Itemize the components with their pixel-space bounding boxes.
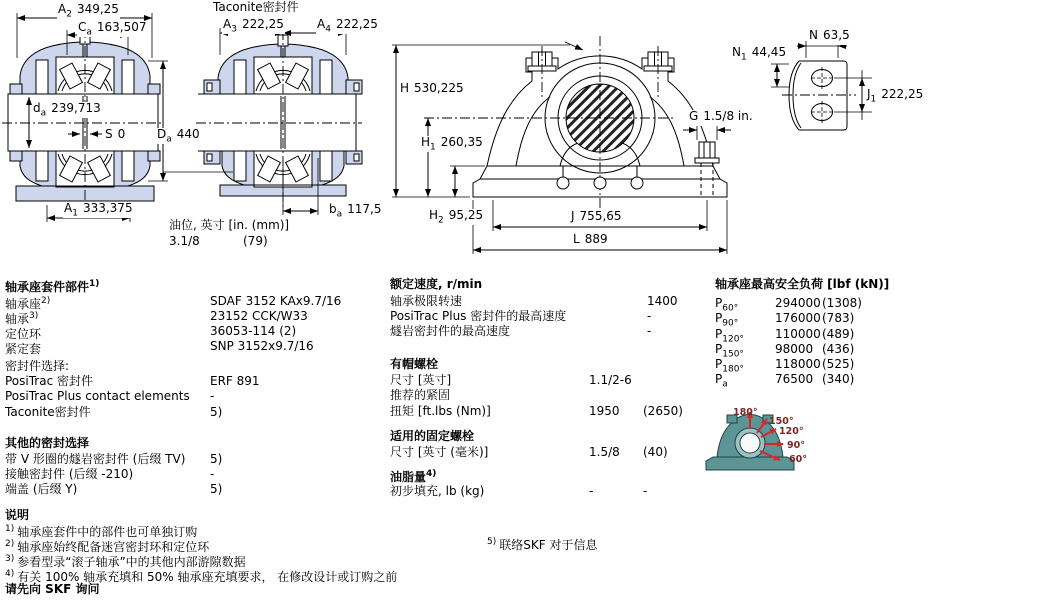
section-view-taconite-seals [163, 28, 362, 215]
speed-row: 轴承极限转速 1400 [390, 294, 678, 308]
dim-L: L 889 [572, 233, 609, 249]
dim-ba: $b_a$ 117,5 [329, 202, 382, 220]
oil-level-label: 油位, 英寸 [in. (mm)] [169, 218, 290, 232]
grease-title: 油脂量$^{4)}$ [390, 469, 437, 484]
load-row: $P_{90^\circ}$ 176000 (783) [715, 311, 855, 329]
cap-bolt-rec-row: 推荐的紧固 [390, 388, 451, 402]
other-seal-row: 端盖 (后缀 Y) 5) [5, 482, 223, 496]
dim-H1: $H_1$ 260,35 [421, 135, 483, 153]
grease-fill-row: 初步填充, lb (kg) - - [390, 484, 648, 498]
other-seal-row: 接触密封件 (后缀 -210) - [5, 467, 215, 481]
fix-bolt-size-row: 尺寸 [英寸 (毫米)] 1.5/8 (40) [390, 445, 668, 459]
angle-label-150: 150° [769, 416, 794, 427]
cap-bolts-title: 有帽螺栓 [390, 357, 439, 371]
speed-row: 燧岩密封件的最高速度 - [390, 324, 652, 338]
angle-label-180: 180° [733, 407, 758, 418]
dim-Da: $D_a$ 440 [157, 127, 200, 145]
dim-N1: $N_1$ 44,45 [732, 45, 787, 63]
note-item: $^{4)}$ 有关 100% 轴承充填和 50% 轴承座充填要求， 在修改设计或订购之前 [5, 569, 398, 584]
speeds-title: 额定速度, r/min [390, 277, 483, 291]
dim-N: N 63,5 [808, 29, 851, 45]
seal-row: Taconite密封件 5) [5, 405, 223, 419]
seal-row: PosiTrac Plus contact elements - [5, 389, 215, 403]
dim-a3: $A_3$ 222,25 [223, 17, 284, 35]
other-seal-row: 带 V 形圈的燧岩密封件 (后缀 TV) 5) [5, 452, 223, 466]
dim-s: S 0 [104, 128, 126, 144]
notes-title: 说明 [5, 508, 30, 522]
load-row: $P_{150^\circ}$ 98000 (436) [715, 342, 855, 360]
note-item: $^{3)}$ 参看型录“滚子轴承”中的其他内部游隙数据 [5, 554, 246, 569]
dim-H2: $H_2$ 95,25 [429, 208, 484, 226]
cap-bolt-torque-row: 扭矩 [ft.lbs (Nm)] 1950 (2650) [390, 404, 683, 418]
taconite-view-title: Taconite密封件 [213, 0, 299, 14]
speed-row: PosiTrac Plus 密封件的最高速度 - [390, 309, 652, 323]
other-seals-title: 其他的密封选择 [5, 436, 90, 450]
note-item: $^{1)}$ 轴承座套件中的部件也可单独订购 [5, 524, 198, 539]
seals-title: 密封件选择: [5, 359, 70, 373]
load-row: $P_{60^\circ}$ 294000 (1308) [715, 296, 862, 314]
seal-row: PosiTrac 密封件 ERF 891 [5, 374, 260, 388]
note-item-5: $^{5)}$ 联络SKF 对于信息 [487, 537, 598, 552]
components-title: 轴承座套件部件$^{1)}$ [5, 279, 100, 294]
dim-J: J 755,65 [570, 210, 623, 226]
load-row: $P_{120^\circ}$ 110000 (489) [715, 327, 855, 345]
dim-G: G 1.5/8 in. [688, 110, 754, 126]
note-item: $^{2)}$ 轴承座始终配备迷宫密封环和定位环 [5, 539, 210, 554]
dim-a4: $A_4$ 222,25 [317, 17, 378, 35]
dim-a1: $A_1$ 333,375 [64, 201, 133, 219]
dim-J1: $J_1$ 222,25 [867, 87, 924, 105]
notes-footer: 请先向 SKF 询问 [5, 582, 100, 596]
angle-label-120: 120° [779, 426, 804, 437]
angle-label-60: 60° [789, 454, 807, 465]
loads-title: 轴承座最高安全负荷 [lbf (kN)] [715, 277, 890, 291]
component-row: 定位环 36053-114 (2) [5, 324, 297, 341]
component-row: 轴承座$^{2)}$ SDAF 3152 KAx9.7/16 [5, 294, 342, 311]
oil-level-inches: 3.1/8 [169, 234, 200, 248]
dim-H: H 530,225 [399, 82, 465, 98]
cap-bolt-size-row: 尺寸 [英寸] 1.1/2-6 [390, 373, 632, 387]
load-row: $P_{180^\circ}$ 118000 (525) [715, 357, 855, 375]
load-row: $P_a$ 76500 (340) [715, 372, 855, 390]
oil-level-mm: (79) [243, 234, 268, 248]
angle-label-90: 90° [787, 440, 805, 451]
dim-ca: $C_a$ 163,507 [78, 20, 147, 38]
dim-da: $d_a$ 239,713 [33, 101, 101, 119]
fix-bolts-title: 适用的固定螺栓 [390, 429, 475, 443]
dim-a2: $A_2$ 349,25 [58, 2, 119, 20]
component-row: 轴承$^{3)}$ 23152 CCK/W33 [5, 309, 308, 326]
component-row: 紧定套 SNP 3152x9.7/16 [5, 339, 314, 356]
